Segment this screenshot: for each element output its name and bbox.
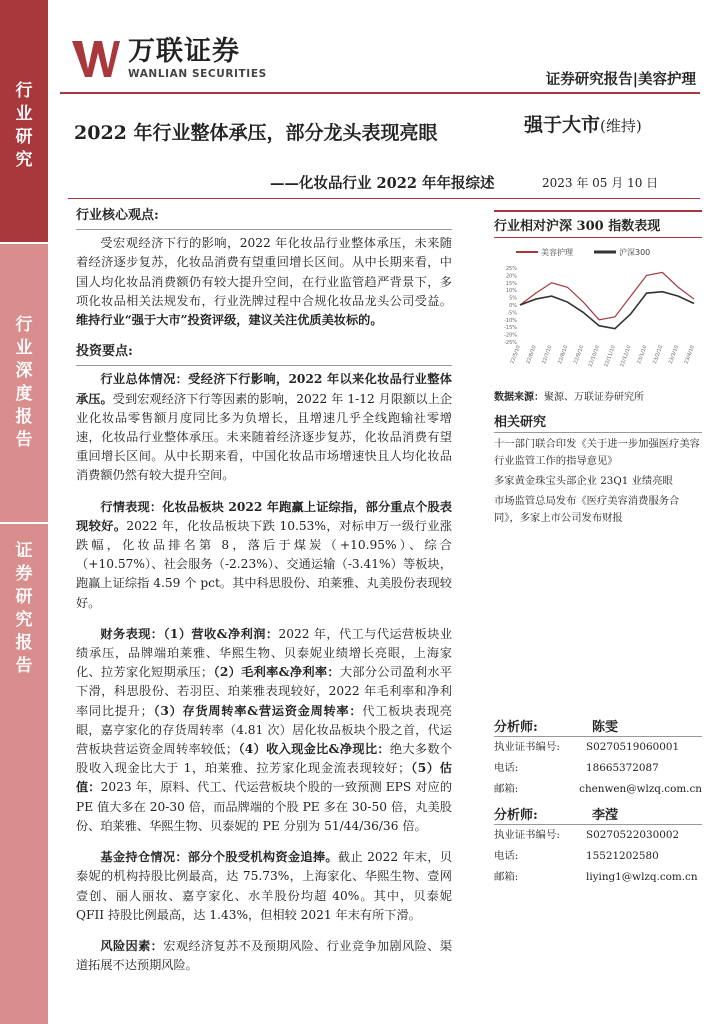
x-tick-label: 22/10/10: [587, 344, 601, 368]
analyst-detail-value: 15521202580: [586, 850, 659, 862]
analyst-detail-value: 18665372087: [586, 762, 659, 774]
analyst-detail-label: 执业证书编号:: [494, 741, 560, 753]
sidebar-char: 报: [15, 407, 33, 427]
analyst-detail-row: [494, 867, 702, 888]
y-tick-label: -25%: [504, 340, 517, 346]
chart-title: 行业相对沪深 300 指数表现: [494, 210, 702, 238]
related-research-item[interactable]: 多家黄金珠宝头部企业 23Q1 业绩亮眼: [494, 475, 673, 487]
main-content: [76, 206, 452, 987]
sidebar-tag-securities-research-report: [0, 524, 48, 1024]
y-tick-label: -5%: [507, 310, 517, 317]
point-market-performance: 行情表现：化妆品板块 2022 年跑赢上证综指，部分重点个股表现较好。2022 年，化妆品板块下跌 10.53%，对标申万一级行业涨跌幅，化妆品排名第 8，落后于煤炭（+10.95%）、综合（+10.57%）、社会服务（-2.23%）、交通运输（-3.41%）等板块，跑赢上证综指 4.59 个 pct。其中科思股份、珀莱雅、丸美股份表现较好。: [76, 499, 452, 610]
analyst-detail-label: 电话:: [494, 762, 519, 774]
report-date: 2023 年 05 月 10 日: [542, 176, 659, 190]
x-tick-label: 22/7/10: [541, 344, 554, 365]
index-performance-chart: [494, 242, 702, 382]
title-divider: [68, 198, 700, 199]
sidebar-char: 研: [15, 127, 33, 147]
x-tick-label: 22/9/10: [572, 344, 586, 365]
series-line-2: [520, 292, 694, 329]
logo-name-cn: 万联证券: [128, 36, 240, 67]
analyst-detail-label: 邮箱:: [494, 871, 519, 883]
analyst-detail-row: [494, 758, 702, 779]
logo-name-en: WANLIAN SECURITIES: [128, 68, 267, 80]
series-line-1: [520, 272, 694, 319]
related-research-heading: 相关研究: [494, 411, 702, 433]
analyst-detail-row: [494, 825, 702, 846]
sidebar-char: 报: [15, 633, 33, 653]
analyst-header: [494, 716, 702, 737]
chart-svg: [494, 242, 702, 382]
analyst-name: 李滢: [591, 808, 618, 823]
y-tick-label: 10%: [505, 288, 517, 295]
analyst-detail-label: 电话:: [494, 850, 519, 862]
report-subtitle: ——化妆品行业 2022 年年报综述: [270, 175, 495, 192]
company-logo: [72, 38, 267, 80]
sidebar-char: 研: [15, 587, 33, 607]
x-tick-label: 23/3/10: [667, 344, 681, 365]
analyst-name: 陈雯: [591, 720, 618, 735]
sidebar-char: 业: [15, 338, 33, 358]
x-tick-label: 22/11/10: [603, 344, 617, 368]
analyst-detail-value: S0270519060001: [586, 741, 680, 753]
sidebar-char: 究: [15, 610, 33, 630]
sidebar-char: 深: [15, 361, 33, 381]
industry-rating: [524, 110, 642, 137]
sidebar-char: 究: [15, 150, 33, 170]
sidebar-char: 度: [15, 384, 33, 404]
analyst-info: [494, 712, 702, 888]
sidebar-tag-industry-depth-report: [0, 244, 48, 522]
y-tick-label: -20%: [504, 332, 517, 339]
point-fund-holdings: 基金持仓情况：部分个股受机构资金追捧。截止 2022 年末，贝泰妮的机构持股比例最高，达 75.73%，上海家化、华熙生物、壹网壹创、丽人丽妆、嘉亨家化、水羊股份均超 40%。其中，贝泰妮 QFII 持股比例最高，达 1.43%，但相较 2021 年末有所下滑。: [76, 850, 453, 922]
y-tick-label: 0%: [509, 303, 517, 309]
wanlian-logo-icon: [72, 39, 120, 79]
x-tick-label: 22/5/10: [509, 344, 522, 365]
header-divider: [60, 92, 700, 94]
sidebar-char: 业: [15, 104, 33, 124]
analyst-header: [494, 804, 702, 825]
rating-note: (维持): [600, 117, 642, 135]
x-tick-label: 22/8/10: [557, 344, 570, 365]
x-tick-label: 22/12/10: [619, 344, 633, 368]
rating-value: 强于大市: [524, 114, 601, 136]
analyst-role: 分析师:: [494, 720, 538, 735]
analyst-detail-value[interactable]: chenwen@wlzq.com.cn: [579, 783, 702, 795]
analyst-detail-row: [494, 846, 702, 867]
analyst-detail-label: 邮箱:: [494, 783, 519, 795]
analyst-role: 分析师:: [494, 808, 538, 823]
report-title: 2022 年行业整体承压，部分龙头表现亮眼: [74, 122, 438, 144]
data-source: 数据来源：聚源、万联证券研究所: [494, 392, 644, 403]
sidebar-tag-industry-research: [0, 0, 48, 242]
point-industry-overview: 行业总体情况：受经济下行影响，2022 年以来化妆品行业整体承压。受到宏观经济下行等因素的影响，2022 年 1-12 月限额以上企业化妆品零售额月度同比多为负增长，且增速几乎全线跑输社零增速，化妆品行业整体承压。未来随着经济逐步复苏，化妆品消费有望重回增长区间。从中长期来看，中国化妆品市场增速快且人均化妆品消费额仍然有较大提升空间。: [76, 372, 453, 483]
key-points-heading: 投资要点:: [76, 342, 452, 366]
analyst-detail-label: 执业证书编号:: [494, 829, 560, 841]
legend-label: 美容护理: [541, 248, 573, 257]
sidebar-char: 行: [15, 81, 33, 101]
point-financial-performance: 财务表现：（1）营收&净利润：2022 年，代工与代运营板块业绩承压，品牌端珀莱雅、华熙生物、贝泰妮业绩增长亮眼，上海家化、拉芳家化短期承压；（2）毛利率&净利率：大部分公司盈利水平下滑，科思股份、若羽臣、珀莱雅表现较好，2022 年毛利率和净利率同比提升；（3）存货周转率&营运资金周转率：代工板块表现亮眼，嘉亨家化的存货周转率（4.81 次）居化妆品板块个股之首，代运营板块营运资金周转率较低；（4）收入现金比&净现比：绝大多数个股收入现金比大于 1，珀莱雅、拉芳家化现金流表现较好；（5）估值：2023 年，原料、代工、代运营板块个股的一致预测 EPS 对应的 PE 值大多在 20-30 倍，而品牌端的个股 PE 多在 30-50 倍，丸美股份、珀莱雅、华熙生物、贝泰妮的 PE 分别为 51/44/36/36 倍。: [76, 626, 453, 833]
sidebar-char: 券: [15, 564, 33, 584]
analyst-detail-value: S0270522030002: [586, 829, 680, 841]
point-risk-factors: 风险因素：宏观经济复苏不及预期风险、行业竞争加剧风险、渠道拓展不达预期风险。: [76, 938, 453, 973]
y-tick-label: 25%: [505, 266, 517, 272]
core-view-heading: 行业核心观点:: [76, 206, 452, 230]
side-banner: [0, 0, 48, 1024]
legend-label: 沪深300: [619, 248, 651, 257]
core-view-paragraph: 受宏观经济下行的影响，2022 年化妆品行业整体承压，未来随着经济逐步复苏，化妆品消费有望重回增长区间。从中长期来看，中国人均化妆品消费额仍有较大提升空间，在行业监管趋严背景下，多项化妆品相关法规发布，行业洗牌过程中合规化妆品龙头公司受益。维持行业“强于大市”投资评级，建议关注优质美妆标的。: [76, 236, 452, 328]
y-tick-label: -15%: [504, 325, 517, 332]
x-tick-label: 23/2/10: [652, 344, 665, 365]
analyst-detail-value[interactable]: liying1@wlzq.com.cn: [586, 871, 698, 883]
related-research-list: [494, 436, 702, 527]
x-tick-label: 22/6/10: [525, 344, 538, 365]
x-tick-label: 23/4/10: [683, 344, 696, 365]
sidebar-char: 告: [15, 430, 33, 450]
y-tick-label: 20%: [505, 273, 517, 280]
sidebar-char: 证: [15, 541, 33, 561]
y-tick-label: 5%: [509, 295, 517, 302]
related-research-item[interactable]: 市场监管总局发布《医疗美容消费服务合同》，多家上市公司发布财报: [494, 495, 680, 524]
analyst-detail-row: [494, 737, 702, 758]
sidebar-char: 行: [15, 315, 33, 335]
analyst-detail-row: [494, 779, 702, 800]
sidebar-char: 告: [15, 656, 33, 676]
y-tick-label: 15%: [505, 280, 517, 287]
sidebar-panel: [494, 210, 702, 527]
report-type: 证券研究报告|美容护理: [545, 71, 696, 88]
y-tick-label: -10%: [504, 317, 517, 324]
x-tick-label: 23/1/10: [636, 344, 649, 365]
related-research-item[interactable]: 十一部门联合印发《关于进一步加强医疗美容行业监管工作的指导意见》: [494, 438, 700, 467]
